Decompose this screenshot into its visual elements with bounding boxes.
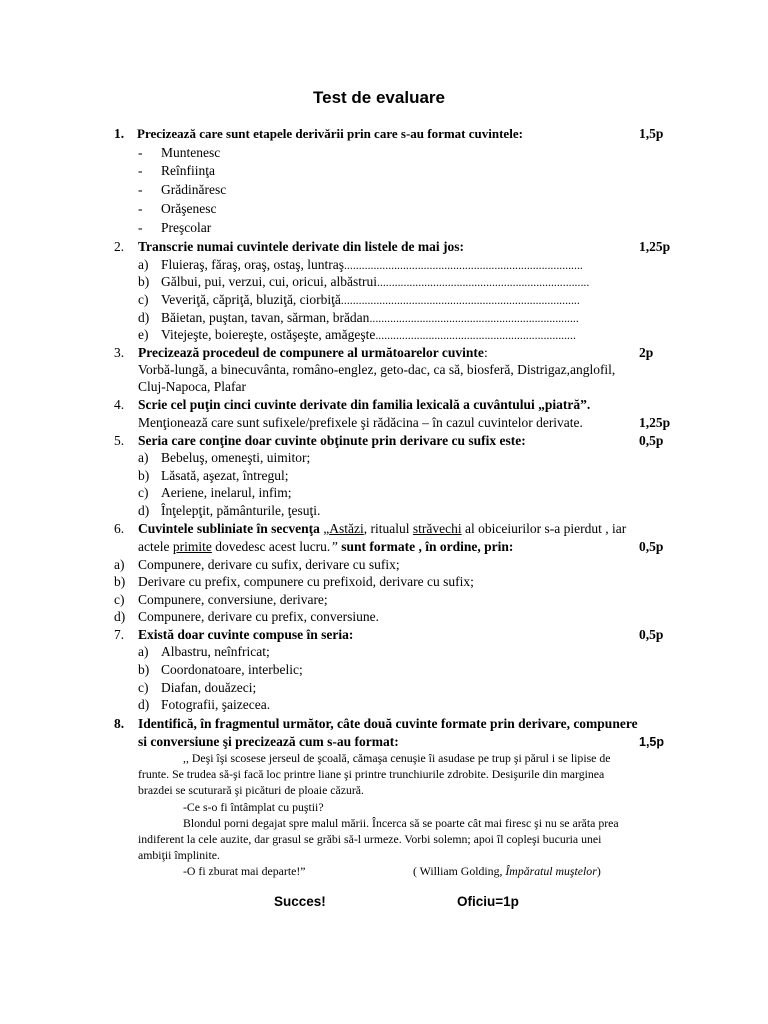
item-text: Vitejeşte, boiereşte, ostăşeşte, amăgeşte bbox=[161, 327, 376, 342]
option-letter: a) bbox=[114, 557, 125, 572]
answer-dots: ....................................................................... bbox=[369, 311, 579, 325]
passage-line: frunte. Se trudea să-şi facă loc printre liane şi printre trunchiurile zdrobite. Desişurile din marginea bbox=[138, 767, 605, 781]
answer-dots: ........................................................................ bbox=[376, 275, 590, 289]
option-text: Compunere, derivare cu sufix, derivare cu sufix; bbox=[138, 557, 400, 572]
option-letter: e) bbox=[138, 327, 149, 342]
question-number: 2. bbox=[114, 239, 125, 254]
sentence-part: actele bbox=[138, 539, 173, 554]
option-letter: b) bbox=[114, 574, 126, 589]
list-item: Muntenesc bbox=[161, 145, 221, 160]
option-text: Albastru, neînfricat; bbox=[161, 644, 270, 659]
question-number: 3. bbox=[114, 345, 125, 360]
list-bullet: - bbox=[138, 182, 143, 197]
question-points: 1,25p bbox=[639, 415, 671, 430]
option-letter: b) bbox=[138, 662, 150, 677]
list-item bbox=[161, 273, 589, 291]
list-item: Reînfiinţa bbox=[161, 163, 215, 178]
question-text: Există doar cuvinte compuse în seria: bbox=[138, 627, 354, 642]
option-letter: c) bbox=[138, 292, 149, 307]
passage-source bbox=[413, 864, 601, 879]
list-bullet: - bbox=[138, 201, 143, 216]
word-list-line: Cluj-Napoca, Plafar bbox=[138, 379, 246, 394]
passage-line: Blondul porni degajat spre malul mării. Încerca să se poarte cât mai firesc şi nu se arăta prea bbox=[183, 816, 619, 830]
question-subtext: Menţionează care sunt sufixele/prefixele şi rădăcina – în cazul cuvintelor derivate. bbox=[138, 415, 583, 430]
question-text: Seria care conţine doar cuvinte obţinute prin derivare cu sufix este: bbox=[138, 433, 526, 448]
question-text-line bbox=[138, 538, 513, 556]
passage-line: indiferent la cele auzite, dar grasul se grăbi să-l urmeze. Vorbi solemn; apoi îl copleşi bucuria unei bbox=[138, 832, 602, 846]
item-text: Fluieraş, făraş, oraş, ostaş, luntraş bbox=[161, 257, 344, 272]
question-points: 1,5p bbox=[639, 735, 665, 749]
answer-dots: ................................................................................. bbox=[340, 293, 580, 307]
option-letter: c) bbox=[138, 485, 149, 500]
list-bullet: - bbox=[138, 145, 143, 160]
list-item bbox=[161, 291, 580, 309]
option-text: Fotografii, şaizecea. bbox=[161, 697, 271, 712]
question-text: Identifică, în fragmentul următor, câte două cuvinte formate prin derivare, compunere bbox=[138, 716, 638, 731]
option-letter: b) bbox=[138, 468, 150, 483]
answer-dots: .................................................................... bbox=[375, 328, 576, 342]
option-text: Compunere, derivare cu prefix, conversiune. bbox=[138, 609, 380, 624]
question-points: 2p bbox=[639, 345, 654, 360]
list-item: Grădinăresc bbox=[161, 182, 227, 197]
list-item bbox=[161, 326, 576, 344]
sentence-part: dovedesc acest lucru. bbox=[211, 539, 331, 554]
underlined-word: Astăzi bbox=[329, 521, 364, 536]
question-text-line bbox=[138, 344, 488, 362]
question-text: sunt formate , în ordine, prin: bbox=[341, 539, 514, 554]
passage-line: brazdei se scuturară şi picături de ploaie căzură. bbox=[138, 783, 364, 797]
list-item bbox=[161, 256, 583, 274]
option-letter: c) bbox=[138, 680, 149, 695]
question-text-line bbox=[138, 520, 626, 538]
answer-dots: ................................................................................. bbox=[343, 258, 583, 272]
page-title: Test de evaluare bbox=[313, 88, 445, 107]
question-number: 5. bbox=[114, 433, 125, 448]
option-text: Coordonatoare, interbelic; bbox=[161, 662, 303, 677]
option-letter: b) bbox=[138, 274, 150, 289]
passage-line: -O fi zburat mai departe!” bbox=[183, 864, 306, 878]
closing-message: Succes! bbox=[274, 894, 326, 909]
option-letter: a) bbox=[138, 450, 149, 465]
option-letter: c) bbox=[114, 592, 125, 607]
option-letter: a) bbox=[138, 257, 149, 272]
question-points: 0,5p bbox=[639, 433, 664, 448]
question-number: 4. bbox=[114, 397, 125, 412]
option-text: Bebeluş, omeneşti, uimitor; bbox=[161, 450, 311, 465]
list-bullet: - bbox=[138, 163, 143, 178]
list-item: Preşcolar bbox=[161, 220, 212, 235]
question-text: Precizează procedeul de compunere al următoarelor cuvinte bbox=[138, 345, 484, 360]
option-letter: d) bbox=[138, 697, 150, 712]
item-text: Veveriţă, căpriţă, bluziţă, ciorbiţă bbox=[161, 292, 341, 307]
question-text: si conversiune şi precizează cum s-au format: bbox=[138, 734, 399, 749]
question-text: Scrie cel puţin cinci cuvinte derivate din familia lexicală a cuvântului „piatră”. bbox=[138, 397, 591, 412]
option-text: Derivare cu prefix, compunere cu prefixoid, derivare cu sufix; bbox=[138, 574, 474, 589]
item-text: Gălbui, pui, verzui, cui, oricui, albăstrui bbox=[161, 274, 377, 289]
source-title: Împăratul muştelor bbox=[505, 864, 597, 878]
quote-close: ” bbox=[330, 539, 342, 554]
source-author: ( William Golding, bbox=[413, 864, 506, 878]
question-text: Precizează care sunt etapele derivării prin care s-au format cuvintele: bbox=[137, 126, 523, 141]
bonus-points: Oficiu=1p bbox=[457, 894, 519, 909]
option-text: Compunere, conversiune, derivare; bbox=[138, 592, 328, 607]
quote-open: „ bbox=[323, 521, 330, 536]
sentence-part: , ritualul bbox=[363, 521, 413, 536]
question-number: 7. bbox=[114, 627, 125, 642]
list-item bbox=[161, 309, 579, 327]
option-text: Aeriene, inelarul, infim; bbox=[161, 485, 292, 500]
passage-line: ,, Deşi îşi scosese jerseul de şcoală, cămaşa cenuşie îi asudase pe trup şi părul i se lipise de bbox=[183, 751, 611, 765]
option-letter: d) bbox=[138, 503, 150, 518]
passage-line: -Ce s-o fi întâmplat cu puştii? bbox=[183, 800, 324, 814]
question-colon: : bbox=[483, 345, 488, 360]
list-item: Orăşenesc bbox=[161, 201, 217, 216]
question-number: 6. bbox=[114, 521, 125, 536]
option-letter: d) bbox=[138, 310, 150, 325]
option-text: Lăsată, aşezat, întregul; bbox=[161, 468, 289, 483]
question-number: 1. bbox=[114, 126, 125, 141]
word-list-line: Vorbă-lungă, a binecuvânta, româno-englez, geto-dac, ca să, biosferă, Distrigaz,anglofil, bbox=[138, 362, 616, 377]
source-close: ) bbox=[596, 864, 601, 878]
option-letter: d) bbox=[114, 609, 126, 624]
underlined-word: străvechi bbox=[412, 521, 462, 536]
question-points: 1,25p bbox=[639, 239, 671, 254]
option-text: Diafan, douăzeci; bbox=[161, 680, 257, 695]
question-number: 8. bbox=[114, 716, 125, 731]
question-points: 1,5p bbox=[639, 126, 664, 141]
passage-line: ambiţii împlinite. bbox=[138, 848, 220, 862]
sentence-part: al obiceiurilor s-a pierdut , iar bbox=[461, 521, 627, 536]
question-text: Cuvintele subliniate în secvenţa bbox=[138, 521, 324, 536]
question-points: 0,5p bbox=[639, 539, 664, 554]
option-text: Înţelepţit, pământurile, ţesuţi. bbox=[161, 503, 321, 518]
underlined-word: primite bbox=[172, 539, 212, 554]
item-text: Băietan, puştan, tavan, sărman, brădan bbox=[161, 310, 370, 325]
list-bullet: - bbox=[138, 220, 143, 235]
question-points: 0,5p bbox=[639, 627, 664, 642]
option-letter: a) bbox=[138, 644, 149, 659]
question-text: Transcrie numai cuvintele derivate din listele de mai jos: bbox=[138, 239, 464, 254]
